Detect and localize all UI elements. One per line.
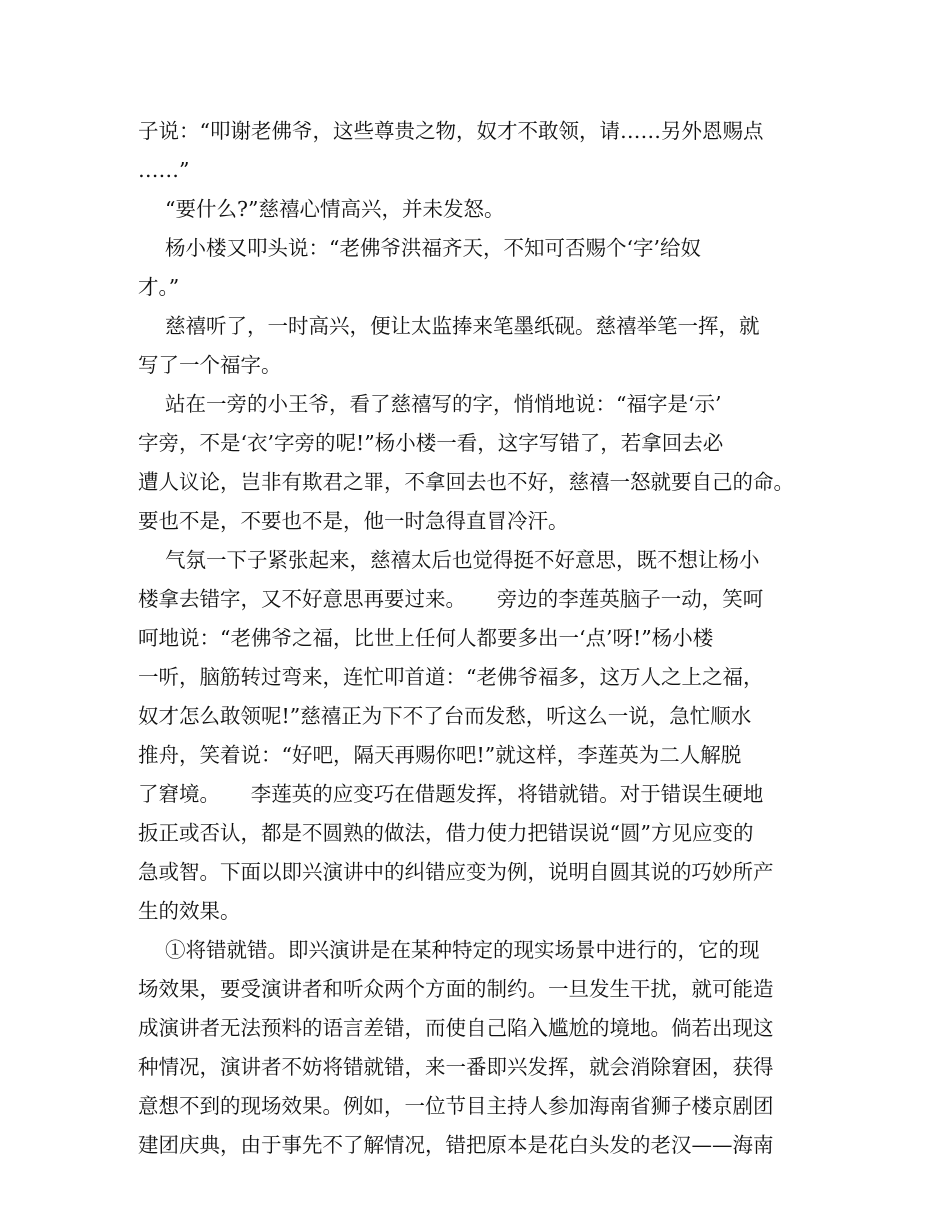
text-line: 建团庆典，由于事先不了解情况，错把原本是花白头发的老汉——海南 (138, 1133, 774, 1157)
text-line: 奴才怎么敢领呢!”慈禧正为下不了台而发愁，听这么一说，急忙顺水 (138, 704, 752, 728)
text-line: 种情况，演讲者不妨将错就错，来一番即兴发挥，就会消除窘困，获得 (138, 1055, 774, 1079)
text-line: 急或智。下面以即兴演讲中的纠错应变为例，说明自圆其说的巧妙所产 (138, 860, 774, 884)
text-line: 了窘境。 李莲英的应变巧在借题发挥，将错就错。对于错误生硬地 (138, 782, 764, 806)
text-line: 遭人议论，岂非有欺君之罪，不拿回去也不好，慈禧一怒就要自己的命。 (138, 470, 794, 494)
text-line: 一听，脑筋转过弯来，连忙叩首道：“老佛爷福多，这万人之上之福， (138, 665, 764, 689)
text-line: 才。” (138, 275, 180, 299)
text-line: 楼拿去错字，又不好意思再要过来。 旁边的李莲英脑子一动，笑呵 (138, 587, 764, 611)
text-line: ①将错就错。即兴演讲是在某种特定的现实场景中进行的，它的现 (165, 938, 760, 962)
text-line: 写了一个福字。 (138, 353, 282, 377)
text-line: 字旁，不是‘衣’字旁的呢!”杨小楼一看，这字写错了，若拿回去必 (138, 431, 724, 455)
text-line: 成演讲者无法预料的语言差错，而使自己陷入尴尬的境地。倘若出现这 (138, 1016, 774, 1040)
text-line: 子说：“叩谢老佛爷，这些尊贵之物，奴才不敢领，请……另外恩赐点 (138, 119, 764, 143)
document-body (138, 112, 828, 1165)
text-line: 推舟，笑着说：“好吧，隔天再赐你吧!”就这样，李莲英为二人解脱 (138, 743, 742, 767)
text-line: 呵地说：“老佛爷之福，比世上任何人都要多出一‘点’呀!”杨小楼 (138, 626, 714, 650)
text-line: 生的效果。 (138, 899, 241, 923)
text-line: 杨小楼又叩头说：“老佛爷洪福齐天，不知可否赐个‘字’给奴 (165, 236, 702, 260)
text-line: 站在一旁的小王爷，看了慈禧写的字，悄悄地说：“福字是‘示’ (165, 392, 722, 416)
text-line: 慈禧听了，一时高兴，便让太监捧来笔墨纸砚。慈禧举笔一挥，就 (165, 314, 760, 338)
text-line: ……” (138, 158, 190, 182)
text-line: 扳正或否认，都是不圆熟的做法，借力使力把错误说“圆”方见应变的 (138, 821, 754, 845)
text-line: 意想不到的现场效果。例如，一位节目主持人参加海南省狮子楼京剧团 (138, 1094, 774, 1118)
text-line: “要什么?”慈禧心情高兴，并未发怒。 (165, 197, 505, 221)
text-line: 要也不是，不要也不是，他一时急得直冒冷汗。 (138, 509, 569, 533)
text-line: 场效果，要受演讲者和听众两个方面的制约。一旦发生干扰，就可能造 (138, 977, 774, 1001)
text-line: 气氛一下子紧张起来，慈禧太后也觉得挺不好意思，既不想让杨小 (165, 548, 760, 572)
